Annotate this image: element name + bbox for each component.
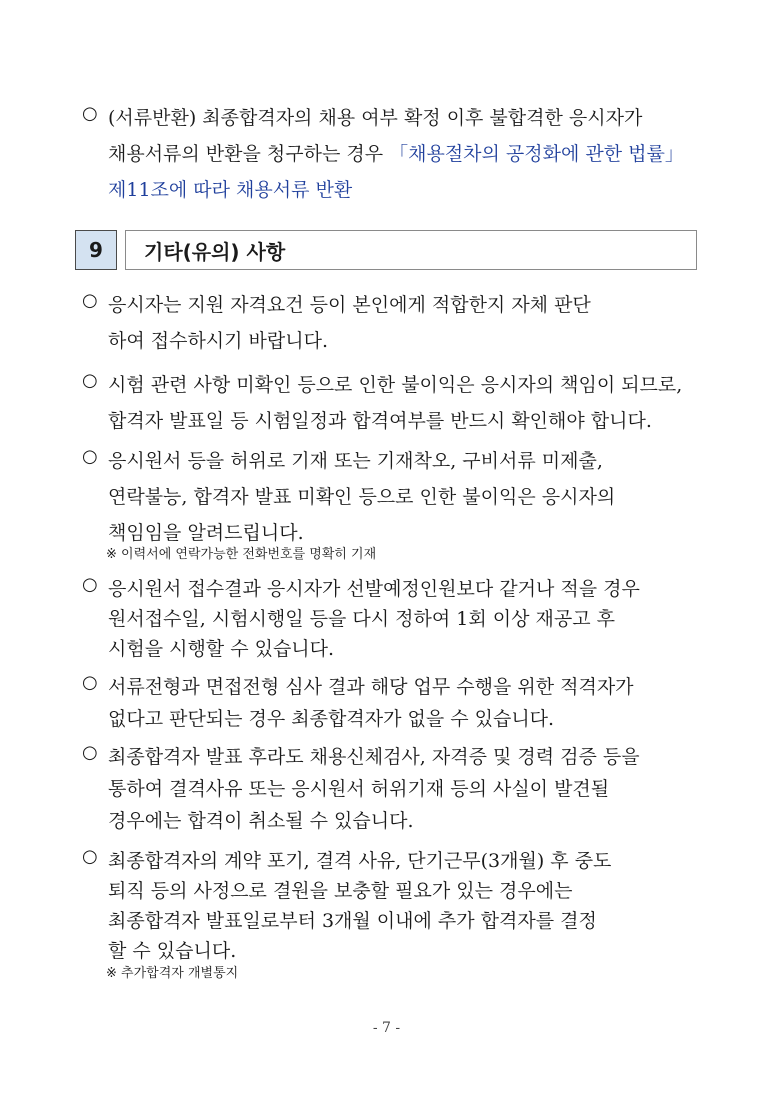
note-text: 이력서에 연락가능한 전화번호를 명확히 기재 (121, 547, 377, 562)
item-line: 책임임을 알려드립니다. (108, 522, 304, 544)
intro-line-3: 제11조에 따라 채용서류 반환 (108, 179, 353, 201)
item-line: 응시자는 지원 자격요건 등이 본인에게 적합한지 자체 판단 (108, 294, 591, 316)
item-line: 할 수 있습니다. (108, 940, 237, 962)
bullet-icon: ○ (82, 103, 98, 124)
item-line: 합격자 발표일 등 시험일정과 합격여부를 반드시 확인해야 합니다. (108, 410, 652, 432)
item-line: 경우에는 합격이 취소될 수 있습니다. (108, 810, 414, 832)
page-number: - 7 - (372, 1020, 401, 1036)
section-title (125, 230, 697, 270)
intro-line-1: (서류반환) 최종합격자의 채용 여부 확정 이후 불합격한 응시자가 (108, 107, 643, 129)
item-line: 서류전형과 면접전형 심사 결과 해당 업무 수행을 위한 적격자가 (108, 676, 634, 698)
section-number: 9 (75, 230, 117, 270)
item-line: 없다고 판단되는 경우 최종합격자가 없을 수 있습니다. (108, 708, 555, 730)
item-line: 원서접수일, 시험시행일 등을 다시 정하여 1회 이상 재공고 후 (108, 608, 615, 630)
item-line: 통하여 결격사유 또는 응시원서 허위기재 등의 사실이 발견될 (108, 778, 610, 800)
item-line: 최종합격자의 계약 포기, 결격 사유, 단기근무(3개월) 후 중도 (108, 850, 612, 872)
bullet-icon: ○ (82, 672, 98, 693)
bullet-icon: ○ (82, 290, 98, 311)
law-reference: 「채용절차의 공정화에 관한 법률」 (389, 143, 684, 165)
intro-line-2 (108, 139, 684, 166)
item-line: 연락불능, 합격자 발표 미확인 등으로 인한 불이익은 응시자의 (108, 486, 616, 508)
note-icon: ※ (106, 966, 117, 981)
section-title-text: 기타(유의) 사항 (144, 239, 286, 264)
bullet-icon: ○ (82, 574, 98, 595)
bullet-icon: ○ (82, 446, 98, 467)
note-text: 추가합격자 개별통지 (121, 966, 239, 981)
item-line: 퇴직 등의 사정으로 결원을 보충할 필요가 있는 경우에는 (108, 880, 573, 902)
item-line: 시험을 시행할 수 있습니다. (108, 638, 335, 660)
item-line: 응시원서 등을 허위로 기재 또는 기재착오, 구비서류 미제출, (108, 450, 603, 472)
bullet-icon: ○ (82, 370, 98, 391)
item-line: 하여 접수하시기 바랍니다. (108, 330, 329, 352)
item-line: 시험 관련 사항 미확인 등으로 인한 불이익은 응시자의 책임이 되므로, (108, 374, 683, 396)
note-additional (106, 962, 238, 981)
intro-line-2-text: 채용서류의 반환을 청구하는 경우 (108, 143, 384, 165)
bullet-icon: ○ (82, 846, 98, 867)
item-line: 최종합격자 발표일로부터 3개월 이내에 추가 합격자를 결정 (108, 910, 597, 932)
bullet-icon: ○ (82, 742, 98, 763)
note-contact (106, 543, 376, 562)
note-icon: ※ (106, 547, 117, 562)
item-line: 응시원서 접수결과 응시자가 선발예정인원보다 같거나 적을 경우 (108, 578, 640, 600)
item-line: 최종합격자 발표 후라도 채용신체검사, 자격증 및 경력 검증 등을 (108, 746, 640, 768)
